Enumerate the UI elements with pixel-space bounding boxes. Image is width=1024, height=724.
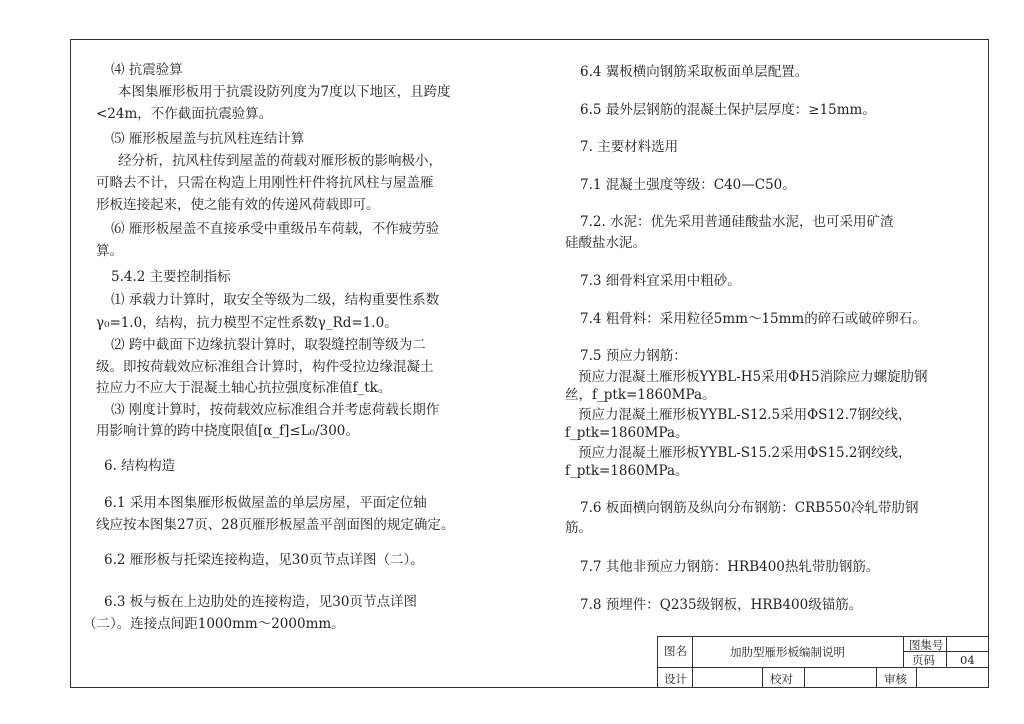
page-number: 04 [960,653,975,667]
text-line: 形板连接起来，使之能有效的传递风荷载即可。 [96,197,380,213]
text-line: 级。即按荷载效应标准组合计算时，构件受拉边缘混凝土 [96,359,434,375]
page-label: 页码 [912,653,935,667]
check-label: 校对 [770,672,793,686]
text-line: 经分析，抗风柱传到屋盖的荷载对雁形板的影响极小， [118,153,442,169]
text-line: 可略去不计，只需在构造上用刚性杆件将抗风柱与屋盖雁 [96,175,434,191]
text-line: f_ptk=1860MPa。 [565,425,689,441]
text-line: 预应力混凝土雁形板YYBL-S15.2采用ΦS15.2钢绞线， [578,445,912,461]
text-line: 7.7 其他非预应力钢筋：HRB400热轧带肋钢筋。 [580,559,880,575]
text-line: （二）。连接点间距1000mm～2000mm。 [83,616,345,632]
text-line: 7.8 预埋件：Q235级钢板，HRB400级锚筋。 [580,597,863,613]
text-line: 本图集雁形板用于抗震设防列度为7度以下地区，且跨度 [118,84,451,100]
text-line: ⑷ 抗震验算 [111,62,183,78]
section-heading: 6. 结构构造 [104,458,176,474]
divider [876,667,877,688]
text-line: 用影响计算的跨中挠度限值[α_f]≤L₀/300。 [96,423,359,439]
text-line: 6.4 翼板横向钢筋采取板面单层配置。 [580,64,809,80]
text-line: γ₀=1.0，结构，抗力模型不定性系数γ_Rd=1.0。 [96,315,398,331]
text-line: 6.1 采用本图集雁形板做屋盖的单层房屋，平面定位轴 [104,495,427,511]
design-label: 设计 [664,672,687,686]
section-heading: 7.5 预应力钢筋： [580,348,687,364]
text-line: f_ptk=1860MPa。 [565,463,689,479]
section-heading: 7. 主要材料选用 [580,139,679,155]
text-line: 线应按本图集27页、28页雁形板屋盖平剖面图的规定确定。 [96,517,455,533]
drawing-name-label: 图名 [664,644,687,658]
text-line: 丝，f_ptk=1860MPa。 [565,387,716,403]
divider [804,667,805,688]
divider [692,636,693,688]
text-line: ⑴ 承载力计算时，取安全等级为二级，结构重要性系数 [111,292,440,308]
divider [657,667,989,668]
text-line: 7.4 粗骨料：采用粒径5mm～15mm的碎石或破碎卵石。 [580,311,926,327]
review-label: 审核 [884,672,907,686]
text-line: ⑸ 雁形板屋盖与抗风柱连结计算 [111,131,305,147]
text-line: 预应力混凝土雁形板YYBL-H5采用ΦH5消除应力螺旋肋钢 [578,369,928,385]
text-line: 硅酸盐水泥。 [565,235,646,251]
divider [762,667,763,688]
text-line: 6.5 最外层钢筋的混凝土保护层厚度：≥15mm。 [580,102,876,118]
text-line: 拉应力不应大于混凝土轴心抗拉强度标准值f_tk。 [96,380,392,396]
text-line: ⑶ 刚度计算时，按荷载效应标准组合并考虑荷载长期作 [111,402,440,418]
text-line: 6.3 板与板在上边肋处的连接构造，见30页节点详图 [104,594,417,610]
text-line: 算。 [96,243,123,259]
text-line: ⑹ 雁形板屋盖不直接承受中重级吊车荷载，不作疲劳验 [111,221,440,237]
text-line: ⑵ 跨中截面下边缘抗裂计算时，取裂缝控制等级为二 [111,337,426,353]
drawing-name: 加肋型雁形板编制说明 [730,645,845,659]
section-heading: 5.4.2 主要控制指标 [111,269,231,285]
text-line: 7.3 细骨料宜采用中粗砂。 [580,273,741,289]
text-line: 筋。 [565,520,592,536]
divider [916,667,917,688]
text-line: 预应力混凝土雁形板YYBL-S12.5采用ΦS12.7钢绞线， [578,407,912,423]
text-line: 6.2 雁形板与托梁连接构造，见30页节点详图（二）。 [104,552,424,568]
text-line: 7.2. 水泥：优先采用普通硅酸盐水泥，也可采用矿渣 [580,214,894,230]
text-line: 7.6 板面横向钢筋及纵向分布钢筋：CRB550冷轧带肋钢 [580,500,919,516]
text-line: 7.1 混凝土强度等级：C40—C50。 [580,177,796,193]
text-line: <24m，不作截面抗震验算。 [96,106,273,122]
atlas-no-label: 图集号 [909,638,944,652]
